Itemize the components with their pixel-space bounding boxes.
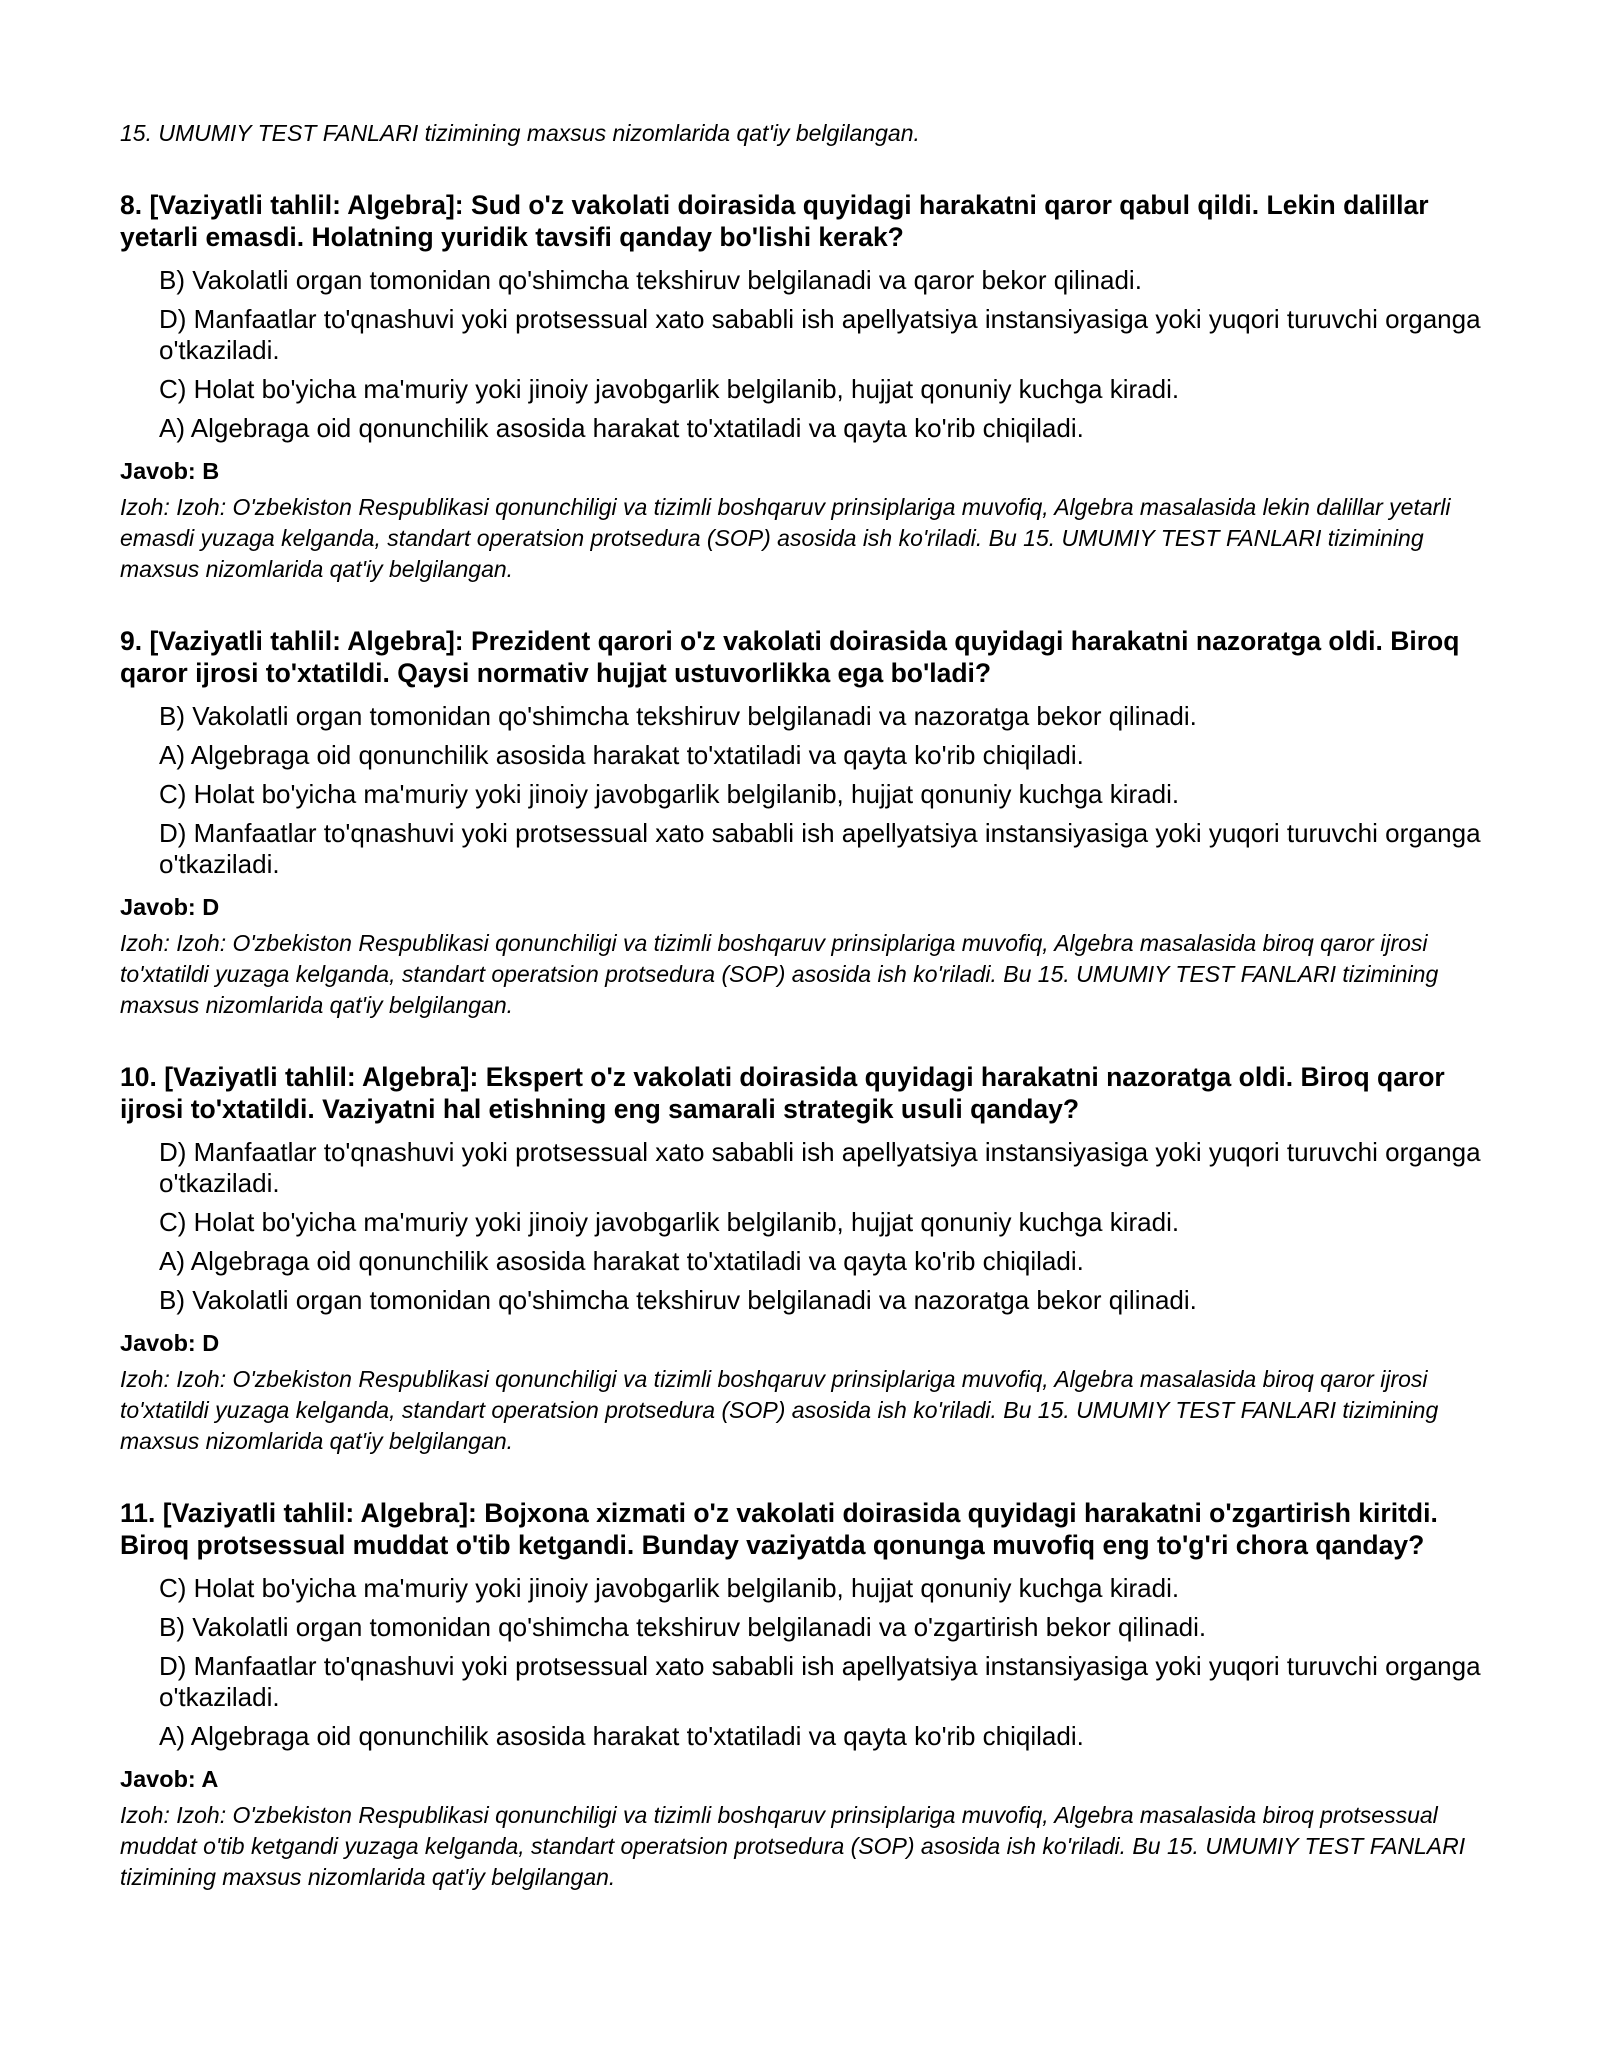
answer-label: Javob: D bbox=[120, 1330, 220, 1356]
carry-over-text: 15. UMUMIY TEST FANLARI tizimining maxsus nizomlarida qat'iy belgilangan. bbox=[120, 120, 920, 146]
answer-option: A) Algebraga oid qonunchilik asosida harakat to'xtatiladi va qayta ko'rib chiqiladi. bbox=[159, 1721, 1084, 1751]
explanation-text: Izoh: Izoh: O'zbekiston Respublikasi qonunchiligi va tizimli boshqaruv prinsiplariga muvofiq, Algebra masalasida biroq protsessual muddat o'tib ketgandi yuzaga kelganda, standart operatsion protsedura (SOP) asosida ish ko'riladi. Bu 15. UMUMIY TEST FANLARI tizimining maxsus nizomlarida qat'iy belgilangan. bbox=[120, 1802, 1466, 1890]
answer-option: C) Holat bo'yicha ma'muriy yoki jinoiy javobgarlik belgilanib, hujjat qonuniy kuchga kiradi. bbox=[159, 1573, 1180, 1603]
answer-option: B) Vakolatli organ tomonidan qo'shimcha tekshiruv belgilanadi va qaror bekor qilinadi. bbox=[159, 265, 1142, 295]
question-block bbox=[120, 1061, 1490, 1457]
explanation-text: Izoh: Izoh: O'zbekiston Respublikasi qonunchiligi va tizimli boshqaruv prinsiplariga muvofiq, Algebra masalasida lekin dalillar yetarli emasdi yuzaga kelganda, standart operatsion protsedura (SOP) asosida ish ko'riladi. Bu 15. UMUMIY TEST FANLARI tizimining maxsus nizomlarida qat'iy belgilangan. bbox=[120, 494, 1451, 582]
answer-option: C) Holat bo'yicha ma'muriy yoki jinoiy javobgarlik belgilanib, hujjat qonuniy kuchga kiradi. bbox=[159, 1207, 1180, 1237]
answer-option: B) Vakolatli organ tomonidan qo'shimcha tekshiruv belgilanadi va nazoratga bekor qilinadi. bbox=[159, 1285, 1197, 1315]
answer-option: D) Manfaatlar to'qnashuvi yoki protsessual xato sababli ish apellyatsiya instansiyasiga yoki yuqori turuvchi organga o'tkaziladi. bbox=[159, 818, 1481, 879]
question-block bbox=[120, 189, 1490, 585]
answer-option: D) Manfaatlar to'qnashuvi yoki protsessual xato sababli ish apellyatsiya instansiyasiga yoki yuqori turuvchi organga o'tkaziladi. bbox=[159, 1137, 1481, 1198]
answer-option: A) Algebraga oid qonunchilik asosida harakat to'xtatiladi va qayta ko'rib chiqiladi. bbox=[159, 740, 1084, 770]
document-page bbox=[120, 118, 1490, 1893]
question-title: 10. [Vaziyatli tahlil: Algebra]: Ekspert o'z vakolati doirasida quyidagi harakatni nazoratga oldi. Biroq qaror ijrosi to'xtatildi. Vaziyatni hal etishning eng samarali strategik usuli qanday? bbox=[120, 1062, 1445, 1124]
answer-option: A) Algebraga oid qonunchilik asosida harakat to'xtatiladi va qayta ko'rib chiqiladi. bbox=[159, 413, 1084, 443]
answer-option: D) Manfaatlar to'qnashuvi yoki protsessual xato sababli ish apellyatsiya instansiyasiga yoki yuqori turuvchi organga o'tkaziladi. bbox=[159, 1651, 1481, 1712]
question-block bbox=[120, 1497, 1490, 1893]
answer-option: B) Vakolatli organ tomonidan qo'shimcha tekshiruv belgilanadi va o'zgartirish bekor qilinadi. bbox=[159, 1612, 1207, 1642]
answer-label: Javob: D bbox=[120, 894, 220, 920]
answer-option: A) Algebraga oid qonunchilik asosida harakat to'xtatiladi va qayta ko'rib chiqiladi. bbox=[159, 1246, 1084, 1276]
question-block bbox=[120, 625, 1490, 1021]
question-title: 8. [Vaziyatli tahlil: Algebra]: Sud o'z vakolati doirasida quyidagi harakatni qaror qabul qildi. Lekin dalillar yetarli emasdi. Holatning yuridik tavsifi qanday bo'lishi kerak? bbox=[120, 190, 1429, 252]
answer-label: Javob: B bbox=[120, 458, 220, 484]
answer-option: C) Holat bo'yicha ma'muriy yoki jinoiy javobgarlik belgilanib, hujjat qonuniy kuchga kiradi. bbox=[159, 779, 1180, 809]
answer-option: C) Holat bo'yicha ma'muriy yoki jinoiy javobgarlik belgilanib, hujjat qonuniy kuchga kiradi. bbox=[159, 374, 1180, 404]
answer-label: Javob: A bbox=[120, 1766, 219, 1792]
question-title: 11. [Vaziyatli tahlil: Algebra]: Bojxona xizmati o'z vakolati doirasida quyidagi harakatni o'zgartirish kiritdi. Biroq protsessual muddat o'tib ketgandi. Bunday vaziyatda qonunga muvofiq eng to'g'ri chora qanday? bbox=[120, 1498, 1438, 1560]
explanation-text: Izoh: Izoh: O'zbekiston Respublikasi qonunchiligi va tizimli boshqaruv prinsiplariga muvofiq, Algebra masalasida biroq qaror ijrosi to'xtatildi yuzaga kelganda, standart operatsion protsedura (SOP) asosida ish ko'riladi. Bu 15. UMUMIY TEST FANLARI tizimining maxsus nizomlarida qat'iy belgilangan. bbox=[120, 1366, 1439, 1454]
answer-option: B) Vakolatli organ tomonidan qo'shimcha tekshiruv belgilanadi va nazoratga bekor qilinadi. bbox=[159, 701, 1197, 731]
explanation-text: Izoh: Izoh: O'zbekiston Respublikasi qonunchiligi va tizimli boshqaruv prinsiplariga muvofiq, Algebra masalasida biroq qaror ijrosi to'xtatildi yuzaga kelganda, standart operatsion protsedura (SOP) asosida ish ko'riladi. Bu 15. UMUMIY TEST FANLARI tizimining maxsus nizomlarida qat'iy belgilangan. bbox=[120, 930, 1439, 1018]
answer-option: D) Manfaatlar to'qnashuvi yoki protsessual xato sababli ish apellyatsiya instansiyasiga yoki yuqori turuvchi organga o'tkaziladi. bbox=[159, 304, 1481, 365]
question-title: 9. [Vaziyatli tahlil: Algebra]: Prezident qarori o'z vakolati doirasida quyidagi harakatni nazoratga oldi. Biroq qaror ijrosi to'xtatildi. Qaysi normativ hujjat ustuvorlikka ega bo'ladi? bbox=[120, 626, 1460, 688]
